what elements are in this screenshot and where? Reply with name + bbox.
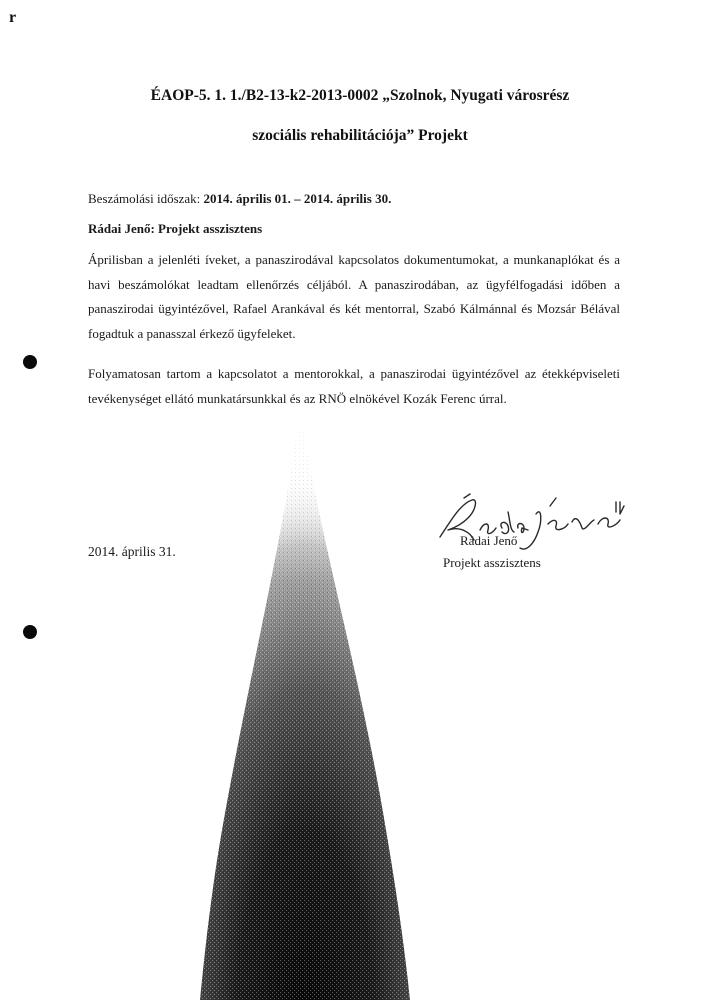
document-title-line-1: ÉAOP-5. 1. 1./B2-13-k2-2013-0002 „Szolnok, Nyugati városrész bbox=[150, 87, 570, 104]
reporting-period bbox=[88, 191, 391, 207]
document-date: 2014. április 31. bbox=[88, 544, 176, 559]
signer-title: Projekt asszisztens bbox=[443, 555, 541, 570]
report-paragraph-1: Áprilisban a jelenléti íveket, a panaszirodával kapcsolatos dokumentumokat, a munkanaplókat és a havi beszámolókat leadtam ellenőrzés céljából. A panaszirodában, az ügyfélfogadási időben a panaszirodai ügyintézővel, Rafael Arankával és két mentorral, Szabó Kálmánnal és Mozsár Bélával fogadtuk a panasszal érkező ügyfeleket. bbox=[88, 252, 620, 341]
punch-hole-bottom bbox=[23, 625, 37, 639]
scan-corner-mark: r bbox=[9, 9, 17, 26]
punch-hole-top bbox=[23, 355, 37, 369]
reporting-period-label: Beszámolási időszak: bbox=[88, 191, 204, 206]
scan-artifact-shadow bbox=[200, 400, 410, 1000]
person-heading: Rádai Jenő: Projekt asszisztens bbox=[88, 221, 263, 236]
document-title-line-2: szociális rehabilitációja” Projekt bbox=[252, 127, 468, 144]
reporting-period-value: 2014. április 01. – 2014. április 30. bbox=[203, 191, 392, 206]
signer-name: Rádai Jenő bbox=[460, 533, 518, 548]
report-paragraph-2: Folyamatosan tartom a kapcsolatot a mentorokkal, a panaszirodai ügyintézővel az étekképviseleti tevékenységet ellátó munkatársunkkal és az RNÖ elnökével Kozák Ferenc úrral. bbox=[88, 366, 620, 406]
